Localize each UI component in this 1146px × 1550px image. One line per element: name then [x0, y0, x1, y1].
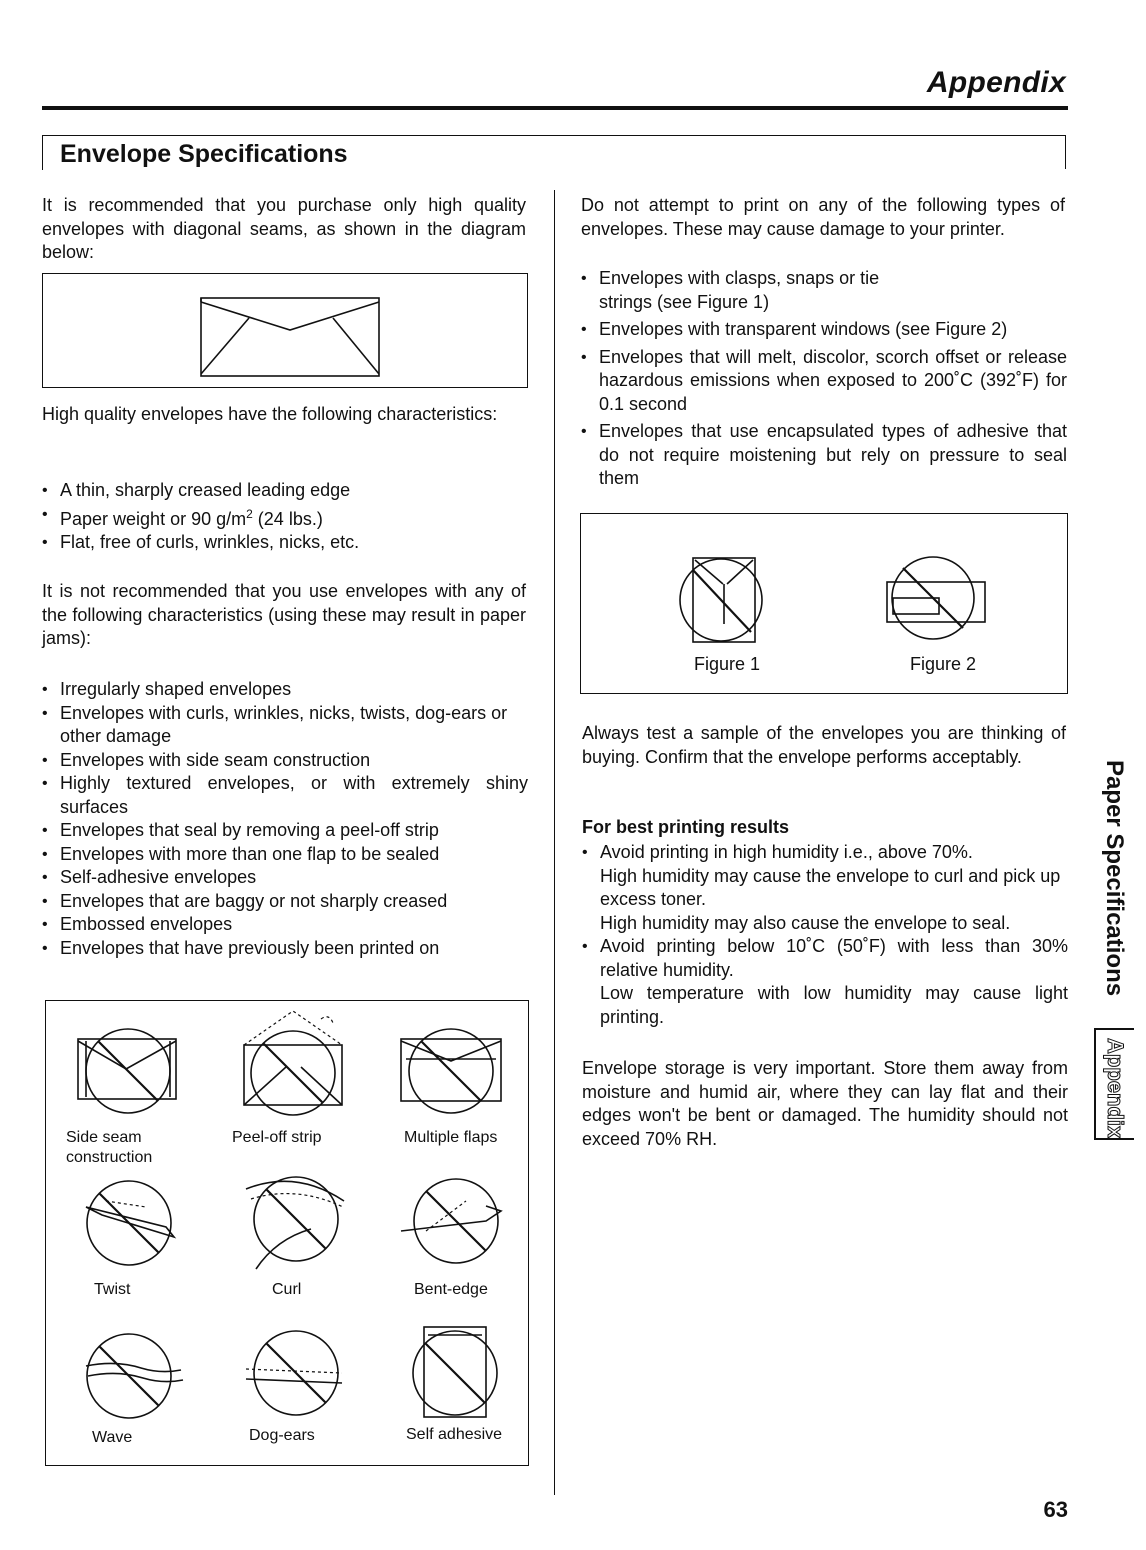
list-item: • Envelopes that will melt, discolor, scorch offset or release hazardous emissions when exposed to 200˚C (392˚F) for 0.1 second — [581, 346, 1067, 417]
left-intro: It is recommended that you purchase only high quality envelopes with diagonal seams, as shown in the diagram below: — [42, 195, 526, 262]
side-seam-icon — [78, 1029, 176, 1113]
diagonal-seam-diagram — [42, 273, 528, 388]
dog-ears-icon — [246, 1331, 342, 1415]
list-item: • Envelopes with more than one flap to be sealed — [42, 843, 528, 867]
curl-icon — [246, 1177, 344, 1269]
do-not-print-list — [581, 267, 1067, 491]
caption-self-adhesive: Self adhesive — [406, 1426, 503, 1443]
figure-2-caption: Figure 2 — [910, 654, 977, 674]
multiple-flaps-icon — [401, 1029, 501, 1113]
caption-dog-ears: Dog-ears — [249, 1427, 315, 1444]
wave-icon — [86, 1334, 183, 1418]
list-item: • Envelopes with transparent windows (see Figure 2) — [581, 318, 1067, 342]
right-intro: Do not attempt to print on any of the following types of envelopes. These may cause damage to your printer. — [581, 195, 1065, 239]
storage-text: Envelope storage is very important. Store them away from moisture and humid air, where they can lay flat and their edges won't be bent or damaged. The humidity should not exceed 70% RH. — [582, 1058, 1068, 1149]
side-tab-paper-specifications: Paper Specifications — [1101, 760, 1128, 997]
caption-twist: Twist — [94, 1281, 131, 1298]
section-title: Envelope Specifications — [60, 140, 348, 168]
list-item: • Envelopes with curls, wrinkles, nicks, twists, dog-ears or other damage — [42, 702, 528, 749]
list-item: • Flat, free of curls, wrinkles, nicks, etc. — [42, 531, 526, 555]
list-item: • Envelopes that seal by removing a peel-off strip — [42, 819, 528, 843]
list-item: • Highly textured envelopes, or with extremely shiny surfaces — [42, 772, 528, 819]
list-item: • Embossed envelopes — [42, 913, 528, 937]
figure-1-2-box — [580, 513, 1068, 694]
list-item: • Envelopes with clasps, snaps or tie strings (see Figure 1) — [581, 267, 1067, 314]
list-item: • Envelopes with side seam construction — [42, 749, 528, 773]
peel-off-strip-icon — [244, 1011, 342, 1115]
figure-1-caption: Figure 1 — [694, 654, 761, 674]
list-item: • Envelopes that have previously been printed on — [42, 937, 528, 961]
list-item: • Self-adhesive envelopes — [42, 866, 528, 890]
page-number: 63 — [1043, 1497, 1068, 1522]
characteristics-list — [42, 479, 526, 555]
twist-icon — [86, 1181, 174, 1265]
list-item: • Avoid printing in high humidity i.e., above 70%. High humidity may cause the envelope to curl and pick up excess toner. High humidity may also cause the envelope to seal. — [582, 841, 1068, 935]
caption-peel-off: Peel-off strip — [232, 1129, 322, 1146]
window-envelope-icon — [887, 557, 985, 639]
clasp-envelope-icon — [680, 558, 762, 642]
caption-curl: Curl — [272, 1281, 302, 1298]
bent-edge-icon — [401, 1179, 501, 1263]
caption-side-seam: Side seam construction — [66, 1129, 153, 1166]
not-recommended-list — [42, 678, 528, 960]
bad-envelopes-figure — [45, 1000, 529, 1466]
left-column — [42, 194, 526, 265]
test-sample-text: Always test a sample of the envelopes you are thinking of buying. Confirm that the envelope performs acceptably. — [582, 723, 1066, 767]
self-adhesive-icon — [413, 1327, 497, 1417]
list-item: • Irregularly shaped envelopes — [42, 678, 528, 702]
list-item: • Envelopes that use encapsulated types of adhesive that do not require moistening but rely on pressure to seal them — [581, 420, 1067, 491]
page-header-title: Appendix — [926, 66, 1066, 99]
caption-bent-edge: Bent-edge — [414, 1281, 488, 1298]
list-item: • Avoid printing below 10˚C (50˚F) with less than 30% relative humidity. Low temperature with low humidity may cause light printing. — [582, 935, 1068, 1029]
not-recommended-intro: It is not recommended that you use envelopes with any of the following characteristics (using these may result in paper jams): — [42, 581, 526, 648]
column-divider — [554, 190, 555, 1495]
characteristics-intro: High quality envelopes have the following characteristics: — [42, 404, 498, 424]
section-title-box — [42, 135, 1066, 169]
best-results-heading: For best printing results — [582, 817, 790, 837]
side-tab-appendix: Appendix — [1094, 1028, 1134, 1140]
caption-wave: Wave — [92, 1429, 133, 1446]
caption-multiple-flaps: Multiple flaps — [404, 1129, 498, 1146]
best-results-list — [582, 841, 1068, 1029]
list-item: • A thin, sharply creased leading edge — [42, 479, 526, 503]
list-item: • Paper weight or 90 $g/m^2$ (24 lbs.) — [42, 503, 526, 532]
diagonal-seam-envelope-icon — [43, 274, 526, 386]
header-rule — [42, 106, 1068, 110]
list-item: • Envelopes that are baggy or not sharply creased — [42, 890, 528, 914]
